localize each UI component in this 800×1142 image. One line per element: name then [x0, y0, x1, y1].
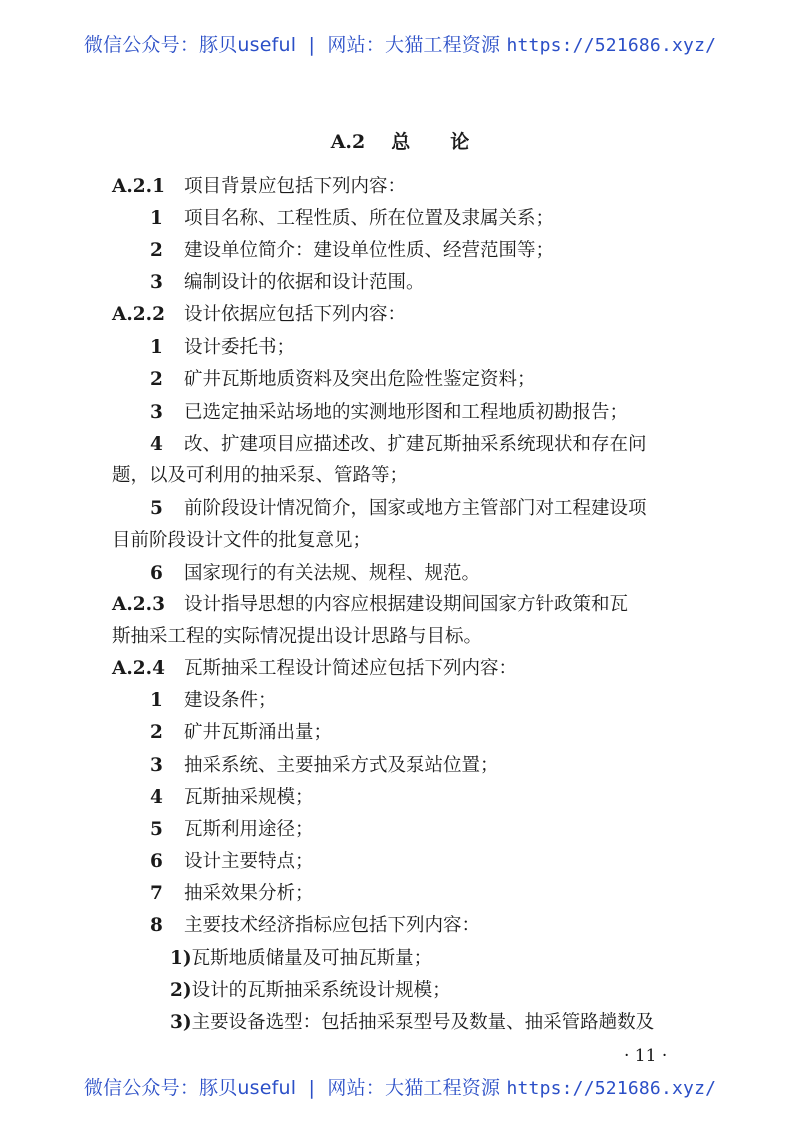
item-number: 3: [150, 272, 163, 293]
clause-a-2-4: [112, 660, 517, 679]
item-number: 6: [150, 563, 163, 584]
item-number: 4: [150, 434, 163, 455]
watermark-site: 网站：大猫工程资源: [327, 1077, 501, 1099]
list-item: [150, 757, 499, 776]
sub-item-text: 瓦斯地质储量及可抽瓦斯量；: [191, 948, 433, 969]
list-item: [150, 210, 554, 229]
list-item: [150, 853, 314, 872]
item-number: 1: [150, 208, 163, 229]
item-text: 抽采效果分析；: [184, 883, 314, 904]
item-number: 2: [150, 369, 163, 390]
watermark-wechat: 微信公众号：豚贝useful: [83, 1077, 297, 1099]
clause-a-2-1: [112, 178, 406, 197]
clause-number: A.2.4: [112, 658, 165, 679]
section-title-char-1: 总: [391, 131, 411, 153]
item-number: 1: [150, 690, 163, 711]
list-item: [150, 242, 554, 261]
list-item: [150, 885, 314, 904]
section-title-char-2: 论: [450, 131, 470, 153]
item-number: 5: [150, 819, 163, 840]
watermark-top: [0, 30, 800, 57]
item-number: 8: [150, 915, 163, 936]
item-number: 5: [150, 498, 163, 519]
list-item: [150, 692, 277, 711]
sub-item: [170, 1014, 654, 1033]
clause-number: A.2.3: [112, 594, 165, 615]
item-number: 2: [150, 240, 163, 261]
clause-text: 设计指导思想的内容应根据建设期间国家方针政策和瓦: [184, 594, 629, 615]
item-text: 瓦斯抽采规模；: [184, 787, 314, 808]
item-text: 项目名称、工程性质、所在位置及隶属关系；: [184, 208, 555, 229]
item-text: 已选定抽采站场地的实测地形图和工程地质初勘报告；: [184, 402, 629, 423]
clause-continuation: 斯抽采工程的实际情况提出设计思路与目标。: [112, 626, 483, 647]
item-text: 矿井瓦斯地质资料及突出危险性鉴定资料；: [184, 369, 536, 390]
item-number: 3: [150, 402, 163, 423]
item-text: 国家现行的有关法规、规程、规范。: [184, 563, 481, 584]
list-item: [150, 339, 295, 358]
item-continuation: 题，以及可利用的抽采泵、管路等；: [112, 465, 409, 486]
item-number: 7: [150, 883, 163, 904]
item-number: 1: [150, 337, 163, 358]
item-number: 6: [150, 851, 163, 872]
section-title: [0, 127, 800, 154]
list-item: [150, 436, 647, 455]
clause-number: A.2.1: [112, 176, 165, 197]
item-text: 矿井瓦斯涌出量；: [184, 722, 333, 743]
list-item: [150, 917, 480, 936]
clause-text: 瓦斯抽采工程设计简述应包括下列内容：: [184, 658, 518, 679]
watermark-url[interactable]: https://521686.xyz/: [506, 35, 717, 56]
clause-a-2-3: [112, 596, 628, 615]
list-item: [150, 274, 425, 293]
item-text: 瓦斯利用途径；: [184, 819, 314, 840]
item-text: 抽采系统、主要抽采方式及泵站位置；: [184, 755, 499, 776]
list-item: [150, 724, 332, 743]
item-text: 主要技术经济指标应包括下列内容：: [184, 915, 481, 936]
clause-text: 项目背景应包括下列内容：: [184, 176, 407, 197]
section-number: A.2: [330, 131, 366, 153]
list-item: [150, 404, 628, 423]
list-item: [150, 821, 314, 840]
list-item: [150, 565, 480, 584]
sub-item-number: 1): [170, 948, 192, 969]
sub-item-number: 2): [170, 980, 192, 1001]
item-text: 设计委托书；: [184, 337, 296, 358]
watermark-wechat: 微信公众号：豚贝useful: [83, 34, 297, 56]
page-number: · 11 ·: [624, 1046, 668, 1066]
list-item: [150, 789, 314, 808]
sub-item-number: 3): [170, 1012, 192, 1033]
item-text: 建设条件；: [184, 690, 277, 711]
watermark-separator: |: [308, 34, 316, 56]
clause-number: A.2.2: [112, 304, 165, 325]
watermark-separator: |: [308, 1077, 316, 1099]
list-item: [150, 500, 647, 519]
sub-item: [170, 950, 432, 969]
sub-item: [170, 982, 451, 1001]
item-number: 2: [150, 722, 163, 743]
clause-text: 设计依据应包括下列内容：: [184, 304, 407, 325]
watermark-site: 网站：大猫工程资源: [327, 34, 501, 56]
item-number: 4: [150, 787, 163, 808]
sub-item-text: 主要设备选型：包括抽采泵型号及数量、抽采管路趟数及: [191, 1012, 655, 1033]
item-text: 建设单位简介：建设单位性质、经营范围等；: [184, 240, 555, 261]
item-text: 前阶段设计情况简介，国家或地方主管部门对工程建设项: [184, 498, 647, 519]
item-continuation: 目前阶段设计文件的批复意见；: [112, 530, 372, 551]
watermark-url[interactable]: https://521686.xyz/: [506, 1078, 717, 1099]
item-text: 编制设计的依据和设计范围。: [184, 272, 425, 293]
list-item: [150, 371, 536, 390]
item-number: 3: [150, 755, 163, 776]
watermark-bottom: [0, 1073, 800, 1100]
item-text: 改、扩建项目应描述改、扩建瓦斯抽采系统现状和存在问: [184, 434, 647, 455]
sub-item-text: 设计的瓦斯抽采系统设计规模；: [191, 980, 451, 1001]
item-text: 设计主要特点；: [184, 851, 314, 872]
clause-a-2-2: [112, 306, 406, 325]
